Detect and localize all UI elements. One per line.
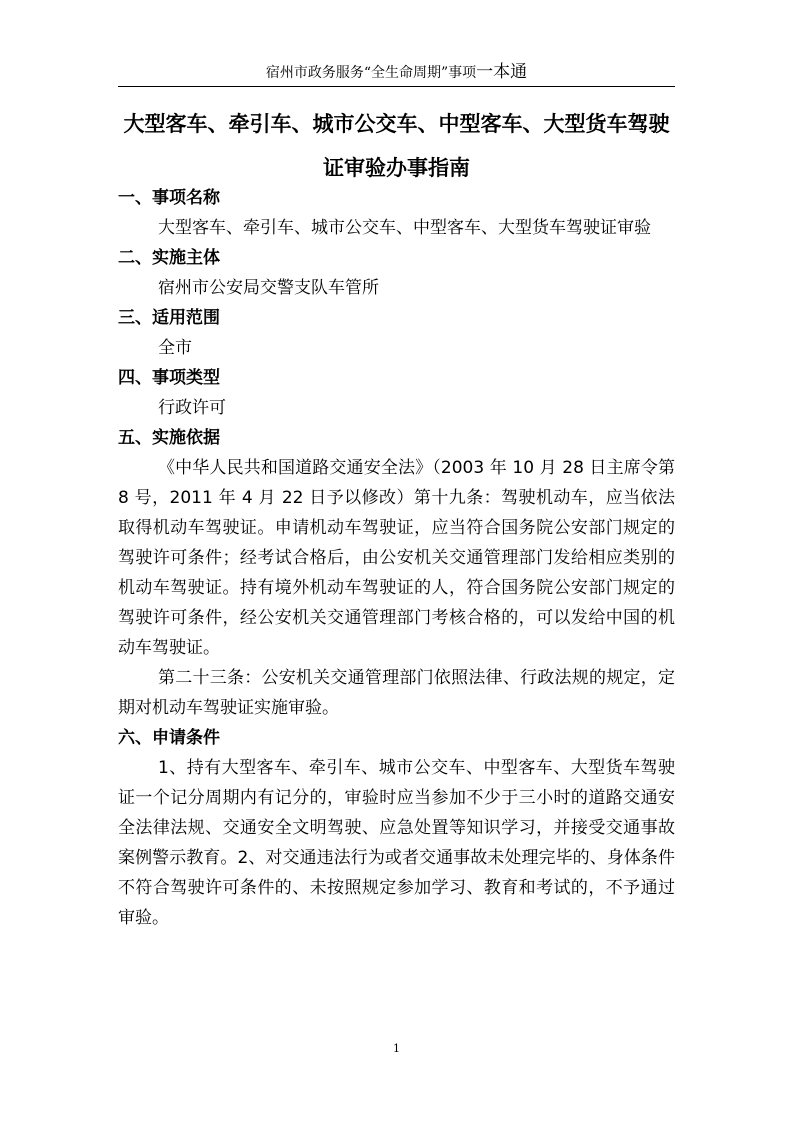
document-body (118, 183, 675, 933)
section-heading: 六、申请条件 (118, 728, 220, 748)
document-title (110, 102, 683, 190)
page-number: 1 (393, 1042, 400, 1055)
section-paragraph: 宿州市公安局交警支队车管所 (158, 278, 379, 298)
section-item-name (118, 183, 675, 243)
running-header-prefix: 宿州市政务服务“全生命周期”事项 (265, 65, 477, 81)
section-scope (118, 303, 675, 363)
section-heading: 五、实施依据 (118, 428, 220, 448)
section-implementing-body (118, 243, 675, 303)
section-paragraph: 第二十三条：公安机关交通管理部门依照法律、行政法规的规定，定期对机动车驾驶证实施审验。 (118, 668, 675, 718)
section-paragraph: 1、持有大型客车、牵引车、城市公交车、中型客车、大型货车驾驶证一个记分周期内有记分的，审验时应当参加不少于三小时的道路交通安全法律法规、交通安全文明驾驶、应急处置等知识学习，并接受交通事故案例警示教育。2、对交通违法行为或者交通事故未处理完毕的、身体条件不符合驾驶许可条件的、未按照规定参加学习、教育和考试的，不予通过审验。 (118, 758, 675, 928)
section-item-type (118, 363, 675, 423)
section-heading: 三、适用范围 (118, 308, 220, 328)
section-heading: 四、事项类型 (118, 368, 220, 388)
document-title-line-1: 大型客车、牵引车、城市公交车、中型客车、大型货车驾驶 (123, 112, 670, 136)
running-header (118, 62, 675, 83)
section-heading: 一、事项名称 (118, 188, 220, 208)
section-paragraph: 大型客车、牵引车、城市公交车、中型客车、大型货车驾驶证审验 (158, 218, 651, 238)
section-heading: 二、实施主体 (118, 248, 220, 268)
section-application-conditions (118, 723, 675, 933)
running-header-suffix: 一本通 (476, 62, 528, 82)
document-title-line-2: 证审验办事指南 (323, 156, 470, 180)
section-legal-basis (118, 423, 675, 723)
section-paragraph: 行政许可 (158, 398, 226, 418)
section-paragraph: 《中华人民共和国道路交通安全法》（2003 年 10 月 28 日主席令第 8 号，2011 年 4 月 22 日予以修改）第十九条：驾驶机动车，应当依法取得机动车驾驶证。申请机动车驾驶证，应当符合国务院公安部门规定的驾驶许可条件；经考试合格后，由公安机关交通管理部门发给相应类别的机动车驾驶证。持有境外机动车驾驶证的人，符合国务院公安部门规定的驾驶许可条件，经公安机关交通管理部门考核合格的，可以发给中国的机动车驾驶证。 (118, 458, 675, 658)
section-paragraph: 全市 (158, 338, 192, 358)
header-rule (118, 86, 675, 87)
